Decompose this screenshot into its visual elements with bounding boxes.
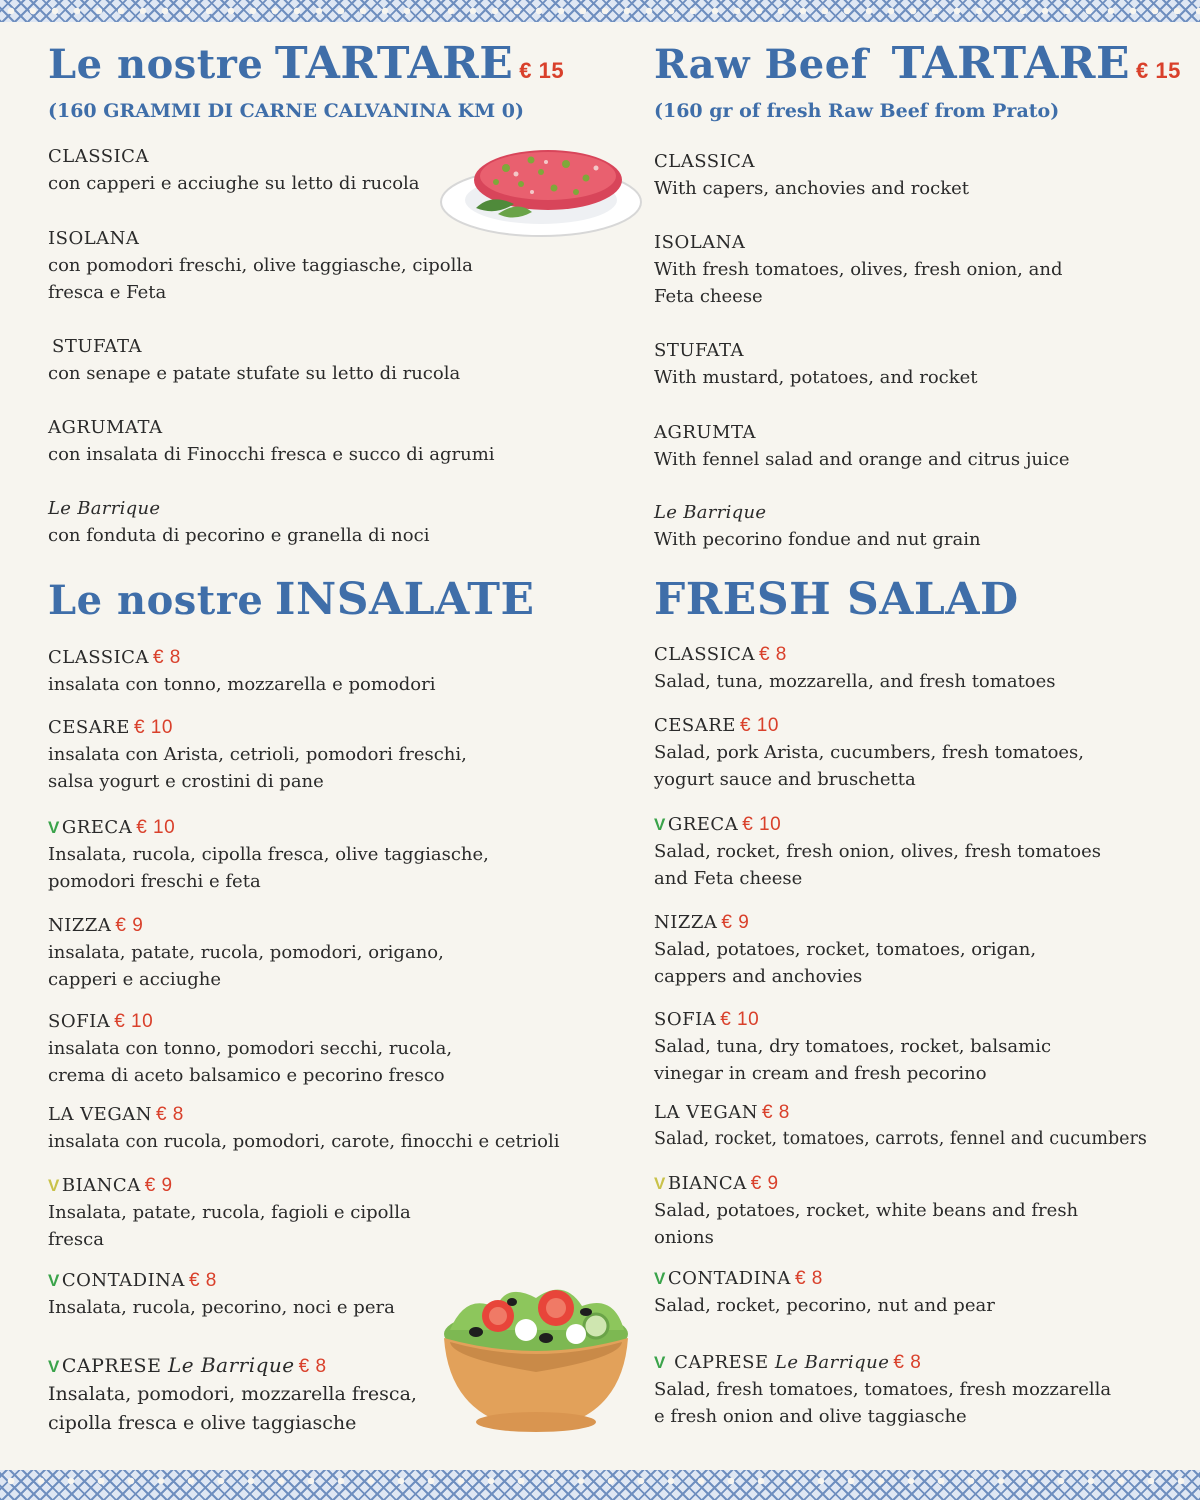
tartare-subheading-en: (160 gr of fresh Raw Beef from Prato)	[654, 100, 1060, 122]
vegetarian-mark: V	[48, 1271, 60, 1290]
menu-item: CLASSICA € 8 Salad, tuna, mozzarella, and fresh tomatoes	[654, 644, 1056, 692]
menu-item: LA VEGAN € 8 Salad, rocket, tomatoes, carrots, fennel and cucumbers	[654, 1102, 1147, 1149]
menu-item: V BIANCA € 9 Salad, potatoes, rocket, white beans and fresh onions	[654, 1173, 1079, 1248]
tartare-price: € 15	[1136, 58, 1181, 83]
decorative-tile-border-top	[0, 0, 1200, 22]
menu-item: CESARE € 10 Salad, pork Arista, cucumbers, fresh tomatoes, yogurt sauce and bruschetta	[654, 715, 1085, 790]
vegetarian-mark: V	[48, 1357, 60, 1376]
menu-item: V CAPRESE Le Barrique € 8 Salad, fresh tomatoes, tomatoes, fresh mozzarella e fresh onion and olive taggiasche	[654, 1352, 1112, 1427]
menu-item: CLASSICA With capers, anchovies and rocket	[654, 151, 970, 199]
salad-bowl-icon	[436, 1272, 636, 1444]
menu-item: STUFATA con senape e patate stufate su letto di rucola	[48, 336, 461, 384]
menu-item: STUFATA With mustard, potatoes, and rocket	[654, 340, 978, 388]
menu-item: ISOLANA con pomodori freschi, olive taggiasche, cipolla fresca e Feta	[48, 228, 473, 303]
vegetarian-mark: V	[654, 815, 666, 834]
menu-item: AGRUMATA con insalata di Finocchi fresca e succo di agrumi	[48, 417, 495, 465]
menu-item: NIZZA € 9 insalata, patate, rucola, pomodori, origano, capperi e acciughe	[48, 915, 444, 990]
decorative-tile-border-bottom	[0, 1470, 1200, 1500]
menu-item: SOFIA € 10 insalata con tonno, pomodori secchi, rucola, crema di aceto balsamico e pecorino fresco	[48, 1011, 453, 1086]
menu-item: SOFIA € 10 Salad, tuna, dry tomatoes, rocket, balsamic vinegar in cream and fresh pecorino	[654, 1009, 1052, 1084]
menu-item: NIZZA € 9 Salad, potatoes, rocket, tomatoes, origan, cappers and anchovies	[654, 912, 1037, 987]
tartare-heading-en: Raw Beef TARTARE € 15	[654, 38, 1181, 89]
menu-item: CLASSICA con capperi e acciughe su letto di rucola	[48, 146, 420, 194]
menu-item: V GRECA € 10 Salad, rocket, fresh onion, olives, fresh tomatoes and Feta cheese	[654, 814, 1101, 889]
menu-item: LA VEGAN € 8 insalata con rucola, pomodori, carote, finocchi e cetrioli	[48, 1104, 560, 1152]
menu-item: V BIANCA € 9 Insalata, patate, rucola, fagioli e cipolla fresca	[48, 1175, 411, 1250]
menu-item: CLASSICA € 8 insalata con tonno, mozzarella e pomodori	[48, 647, 436, 695]
vegetarian-mark: V	[48, 1176, 60, 1195]
menu-item: V CONTADINA € 8 Insalata, rucola, pecorino, noci e pera	[48, 1270, 395, 1318]
menu-item: Le Barrique con fonduta di pecorino e granella di noci	[48, 498, 430, 546]
tartare-heading-it: Le nostre TARTARE € 15	[48, 38, 565, 89]
salads-heading-en: FRESH SALAD	[654, 574, 1019, 625]
menu-item: Le Barrique With pecorino fondue and nut grain	[654, 502, 981, 550]
menu-item: CESARE € 10 insalata con Arista, cetrioli, pomodori freschi, salsa yogurt e crostini di pane	[48, 717, 467, 792]
vegetarian-mark: V	[654, 1269, 666, 1288]
vegetarian-mark: V	[654, 1174, 666, 1193]
menu-item: V CONTADINA € 8 Salad, rocket, pecorino, nut and pear	[654, 1268, 995, 1316]
vegetarian-mark: V	[48, 818, 60, 837]
menu-item: AGRUMTA With fennel salad and orange and citrus juice	[654, 422, 1070, 470]
tartare-subheading-it: (160 GRAMMI DI CARNE CALVANINA KM 0)	[48, 100, 525, 122]
menu-item: V GRECA € 10 Insalata, rucola, cipolla fresca, olive taggiasche, pomodori freschi e feta	[48, 817, 489, 892]
menu-item: V CAPRESE Le Barrique € 8 Insalata, pomodori, mozzarella fresca, cipolla fresca e olive taggiasche	[48, 1353, 417, 1434]
tartare-plate-icon	[436, 138, 646, 244]
salads-heading-it: Le nostre INSALATE	[48, 574, 535, 625]
tartare-price: € 15	[519, 58, 565, 83]
menu-item: ISOLANA With fresh tomatoes, olives, fresh onion, and Feta cheese	[654, 232, 1063, 307]
vegetarian-mark: V	[654, 1353, 666, 1372]
